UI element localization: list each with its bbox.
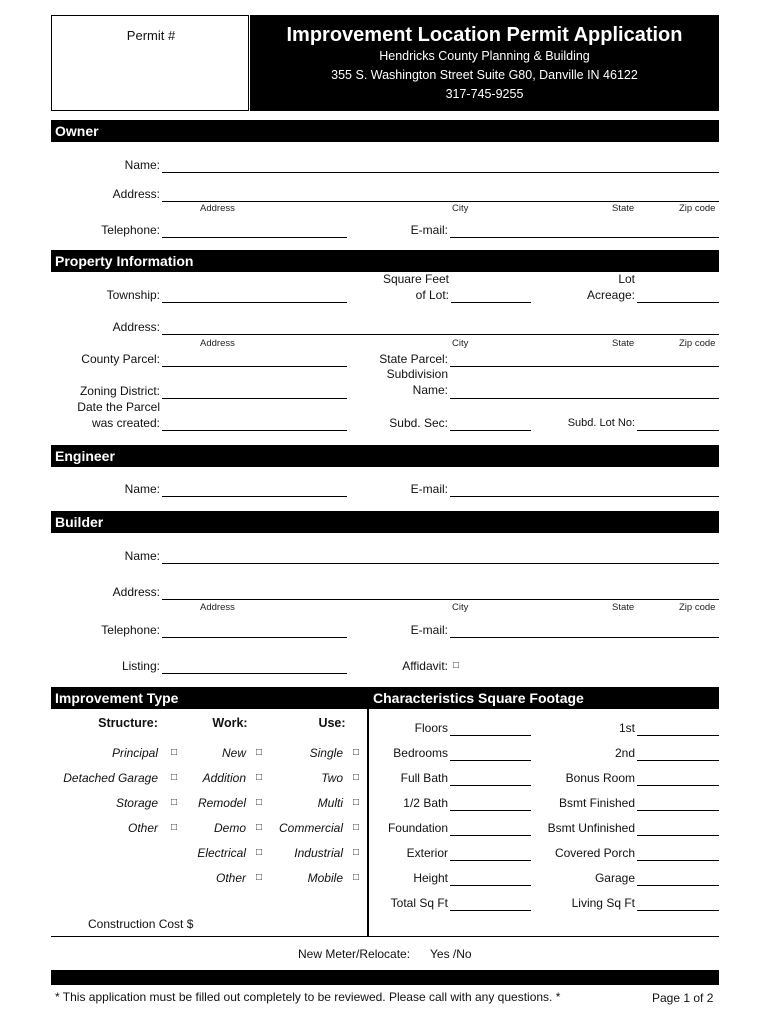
- builder-listing-label: Listing:: [121, 659, 160, 673]
- owner-state-sub: State: [612, 203, 635, 214]
- owner-telephone-field[interactable]: [162, 237, 347, 238]
- engineer-email-field[interactable]: [450, 496, 719, 497]
- structure-option-checkbox[interactable]: □: [171, 747, 178, 758]
- header-org: Hendricks County Planning & Building: [379, 49, 590, 63]
- sqft-label: 1st: [618, 721, 635, 735]
- owner-address-label: Address:: [112, 187, 160, 201]
- characteristic-field[interactable]: [450, 760, 531, 761]
- subd-lot-field[interactable]: [637, 430, 719, 431]
- work-option-checkbox[interactable]: □: [256, 747, 263, 758]
- owner-telephone-label: Telephone:: [101, 223, 160, 237]
- work-option-label: Other: [215, 871, 246, 885]
- work-option-checkbox[interactable]: □: [256, 772, 263, 783]
- builder-name-field[interactable]: [162, 563, 719, 564]
- builder-address-field[interactable]: [162, 599, 719, 600]
- sqft-field[interactable]: [637, 810, 719, 811]
- engineer-name-label: Name:: [124, 482, 160, 496]
- property-address-field[interactable]: [162, 334, 719, 335]
- use-option-checkbox[interactable]: □: [353, 847, 360, 858]
- owner-address-field[interactable]: [162, 201, 719, 202]
- builder-name-label: Name:: [124, 549, 160, 563]
- builder-address-label: Address:: [112, 585, 160, 599]
- engineer-email-label: E-mail:: [410, 482, 448, 496]
- use-option-checkbox[interactable]: □: [353, 772, 360, 783]
- work-option-label: Demo: [213, 821, 246, 835]
- sqft-field[interactable]: [637, 785, 719, 786]
- owner-city-sub: City: [452, 203, 469, 214]
- work-option-checkbox[interactable]: □: [256, 872, 263, 883]
- builder-state-sub: State: [612, 602, 635, 613]
- work-heading: Work:: [212, 716, 248, 730]
- characteristics-heading: Characteristics Square Footage: [373, 690, 584, 706]
- structure-option-label: Principal: [111, 746, 158, 760]
- characteristic-label: Foundation: [387, 821, 448, 835]
- work-option-label: New: [221, 746, 246, 760]
- work-option-checkbox[interactable]: □: [256, 797, 263, 808]
- characteristic-label: Total Sq Ft: [390, 896, 448, 910]
- owner-section-header: Owner: [51, 120, 719, 142]
- improvement-type-heading: Improvement Type: [55, 690, 179, 706]
- engineer-section-header: Engineer: [51, 445, 719, 467]
- improvement-section-header: [51, 687, 719, 709]
- sqft-field[interactable]: [637, 835, 719, 836]
- meter-label: New Meter/Relocate:: [298, 947, 411, 961]
- engineer-name-field[interactable]: [162, 496, 347, 497]
- builder-telephone-label: Telephone:: [101, 623, 160, 637]
- characteristic-field[interactable]: [450, 735, 531, 736]
- construction-cost-field[interactable]: [51, 936, 719, 937]
- form-header: [250, 15, 719, 111]
- subd-sec-label: Subd. Sec:: [389, 416, 448, 430]
- property-city-sub: City: [452, 338, 469, 349]
- use-option-label: Industrial: [294, 846, 343, 860]
- work-option-checkbox[interactable]: □: [256, 847, 263, 858]
- permit-number-label: Permit #: [126, 28, 176, 43]
- zoning-district-field[interactable]: [162, 398, 347, 399]
- structure-option-label: Other: [127, 821, 158, 835]
- affidavit-checkbox[interactable]: □: [453, 660, 460, 671]
- county-parcel-field[interactable]: [162, 366, 347, 367]
- header-address: 355 S. Washington Street Suite G80, Danville IN 46122: [331, 68, 638, 82]
- characteristic-field[interactable]: [450, 910, 531, 911]
- characteristic-label: Full Bath: [400, 771, 448, 785]
- builder-city-sub: City: [452, 602, 469, 613]
- use-heading: Use:: [318, 716, 346, 730]
- structure-option-label: Storage: [115, 796, 158, 810]
- sqft-label: 2nd: [614, 746, 635, 760]
- use-option-checkbox[interactable]: □: [353, 872, 360, 883]
- county-parcel-label: County Parcel:: [81, 352, 160, 366]
- sqft-label: Bsmt Finished: [558, 796, 635, 810]
- owner-name-label: Name:: [124, 158, 160, 172]
- form-title: Improvement Location Permit Application: [286, 24, 683, 46]
- sqft-field[interactable]: [637, 860, 719, 861]
- work-option-checkbox[interactable]: □: [256, 822, 263, 833]
- subd-sec-field[interactable]: [450, 430, 531, 431]
- property-state-sub: State: [612, 338, 635, 349]
- header-phone: 317-745-9255: [445, 87, 524, 101]
- owner-email-label: E-mail:: [410, 223, 448, 237]
- builder-listing-field[interactable]: [162, 673, 347, 674]
- builder-zip-sub: Zip code: [679, 602, 716, 613]
- builder-email-field[interactable]: [450, 637, 719, 638]
- structure-option-label: Detached Garage: [63, 771, 158, 785]
- property-address-sub: Address: [200, 338, 235, 349]
- state-parcel-field[interactable]: [450, 366, 719, 367]
- builder-section-header: Builder: [51, 511, 719, 533]
- characteristic-label: 1/2 Bath: [403, 796, 448, 810]
- characteristic-field[interactable]: [450, 860, 531, 861]
- owner-name-field[interactable]: [162, 172, 719, 173]
- characteristic-label: Bedrooms: [393, 746, 448, 760]
- date-created-field[interactable]: [162, 430, 347, 431]
- builder-affidavit-label: Affidavit:: [402, 659, 448, 673]
- owner-zip-sub: Zip code: [679, 203, 716, 214]
- structure-option-checkbox[interactable]: □: [171, 797, 178, 808]
- characteristic-field[interactable]: [450, 835, 531, 836]
- builder-address-sub: Address: [200, 602, 235, 613]
- characteristic-label: Height: [413, 871, 448, 885]
- use-option-label: Single: [309, 746, 343, 760]
- property-zip-sub: Zip code: [679, 338, 716, 349]
- subdivision-field[interactable]: [450, 398, 719, 399]
- work-option-label: Electrical: [197, 846, 246, 860]
- owner-address-sub: Address: [200, 203, 235, 214]
- lot-acreage-field[interactable]: [637, 302, 719, 303]
- date-created-label: Date the Parcel was created:: [77, 400, 160, 430]
- sqft-field[interactable]: [637, 885, 719, 886]
- sqft-label: Bonus Room: [565, 771, 635, 785]
- property-address-label: Address:: [112, 320, 160, 334]
- characteristic-label: Floors: [414, 721, 448, 735]
- structure-heading: Structure:: [98, 716, 158, 730]
- characteristic-label: Exterior: [406, 846, 448, 860]
- sqft-field[interactable]: [637, 735, 719, 736]
- work-option-label: Addition: [202, 771, 246, 785]
- township-field[interactable]: [162, 302, 347, 303]
- sqft-field[interactable]: [637, 910, 719, 911]
- subd-lot-label: Subd. Lot No:: [567, 417, 635, 429]
- use-option-checkbox[interactable]: □: [353, 747, 360, 758]
- permit-number-box[interactable]: [51, 15, 249, 111]
- structure-option-checkbox[interactable]: □: [171, 822, 178, 833]
- structure-option-checkbox[interactable]: □: [171, 772, 178, 783]
- sqft-label: Covered Porch: [554, 846, 635, 860]
- footer-note: * This application must be filled out completely to be reviewed. Please call with any questions. *: [55, 990, 561, 1004]
- characteristic-field[interactable]: [450, 885, 531, 886]
- sqft-lot-field[interactable]: [451, 302, 531, 303]
- use-option-label: Mobile: [307, 871, 343, 885]
- subdivision-label: Subdivision Name:: [386, 367, 448, 397]
- footer-bar: [51, 970, 719, 985]
- use-option-checkbox[interactable]: □: [353, 797, 360, 808]
- sqft-label: Bsmt Unfinished: [547, 821, 635, 835]
- construction-cost-label: Construction Cost $: [88, 917, 194, 931]
- builder-email-label: E-mail:: [410, 623, 448, 637]
- township-label: Township:: [106, 288, 160, 302]
- sqft-lot-label: Square Feet of Lot:: [382, 272, 449, 302]
- characteristic-field[interactable]: [450, 785, 531, 786]
- sqft-label: Garage: [594, 871, 635, 885]
- use-option-checkbox[interactable]: □: [353, 822, 360, 833]
- owner-email-field[interactable]: [450, 237, 719, 238]
- sqft-label: Living Sq Ft: [571, 896, 635, 910]
- use-option-label: Two: [321, 771, 343, 785]
- zoning-district-label: Zoning District:: [79, 384, 160, 398]
- use-option-label: Commercial: [278, 821, 343, 835]
- characteristic-field[interactable]: [450, 810, 531, 811]
- sqft-field[interactable]: [637, 760, 719, 761]
- page-number: Page 1 of 2: [652, 991, 714, 1005]
- state-parcel-label: State Parcel:: [379, 352, 448, 366]
- column-divider: [367, 709, 369, 937]
- builder-telephone-field[interactable]: [162, 637, 347, 638]
- work-option-label: Remodel: [197, 796, 246, 810]
- lot-acreage-label: Lot Acreage:: [586, 272, 635, 302]
- meter-yes-no[interactable]: Yes /No: [430, 947, 472, 961]
- property-section-header: Property Information: [51, 250, 719, 272]
- use-option-label: Multi: [317, 796, 343, 810]
